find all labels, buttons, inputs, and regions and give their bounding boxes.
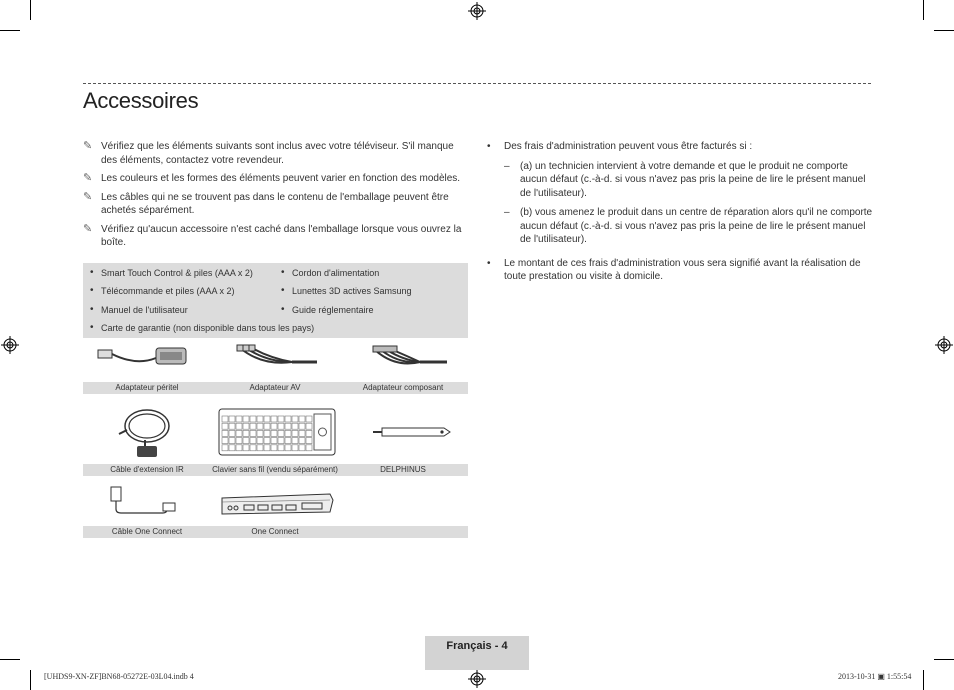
- caption-label: Adaptateur composant: [362, 383, 444, 392]
- registration-mark-icon: [468, 2, 486, 20]
- footer-file-info: [UHDS9-XN-ZF]BN68-05272E-03L04.indb 4: [44, 672, 194, 681]
- crop-mark: [0, 30, 20, 31]
- included-items-box: [83, 263, 468, 338]
- list-item: • Carte de garantie (non disponible dans tous les pays): [90, 323, 314, 333]
- note-item: ✎ Vérifiez que les éléments suivants sont inclus avec votre téléviseur. S'il manque des éléments, contactez votre revendeur.: [83, 140, 454, 166]
- one-connect-cable-illustration: [105, 485, 185, 519]
- list-item: – (a) un technicien intervient à votre demande et que le produit ne comporte aucun défaut (c.-à-d. si vous n'avez pas pris la peine de lire le présent manuel de l'utilisateur).: [504, 160, 866, 199]
- crop-mark: [934, 659, 954, 660]
- caption-label: Clavier sans fil (vendu séparément): [212, 465, 338, 474]
- page-title: Accessoires: [83, 88, 199, 113]
- caption-row: [83, 464, 468, 476]
- pencil-note-icon: ✎: [83, 140, 93, 152]
- av-adapter-illustration: [232, 344, 332, 374]
- crop-mark: [0, 659, 20, 660]
- caption-label: Câble d'extension IR: [110, 465, 184, 474]
- list-item: • Le montant de ces frais d'administration vous sera signifié avant la réalisation de toute prestation ou visite à domicile.: [487, 257, 861, 282]
- registration-mark-icon: [935, 336, 953, 354]
- section-divider: [83, 83, 871, 84]
- note-item: ✎ Les couleurs et les formes des éléments peuvent varier en fonction des modèles.: [83, 172, 461, 184]
- crop-mark: [923, 0, 924, 20]
- crop-mark: [30, 0, 31, 20]
- caption-label: Adaptateur péritel: [115, 383, 179, 392]
- delphinus-illustration: [372, 424, 452, 440]
- ir-extension-cable-illustration: [115, 404, 185, 460]
- one-connect-box-illustration: [220, 490, 335, 518]
- scart-adapter-illustration: [96, 344, 196, 374]
- caption-row: [83, 382, 468, 394]
- note-item: ✎ Les câbles qui ne se trouvent pas dans le contenu de l'emballage peuvent être achetés séparément.: [83, 190, 449, 216]
- list-item: • Télécommande et piles (AAA x 2): [90, 286, 235, 296]
- notes-list: [83, 140, 468, 255]
- page-number-badge: Français - 4: [425, 636, 529, 670]
- list-item: • Smart Touch Control & piles (AAA x 2): [90, 268, 253, 278]
- list-item: • Cordon d'alimentation: [281, 268, 379, 278]
- caption-row: [83, 526, 468, 538]
- crop-mark: [30, 670, 31, 690]
- fees-section: [487, 140, 877, 290]
- caption-label: One Connect: [251, 527, 299, 536]
- list-item: – (b) vous amenez le produit dans un centre de réparation alors qu'il ne comporte aucun défaut (c.-à-d. si vous n'avez pas pris la peine de lire le présent manuel de l'utilisateur).: [504, 207, 873, 245]
- pencil-note-icon: ✎: [83, 222, 93, 235]
- crop-mark: [923, 670, 924, 690]
- caption-label: Adaptateur AV: [249, 383, 301, 392]
- pencil-note-icon: ✎: [83, 172, 93, 184]
- registration-mark-icon: [1, 336, 19, 354]
- list-item: • Des frais d'administration peuvent vous être facturés si :: [487, 141, 753, 152]
- caption-label: Câble One Connect: [111, 527, 183, 536]
- crop-mark: [934, 30, 954, 31]
- component-adapter-illustration: [365, 344, 465, 374]
- caption-label: DELPHINUS: [380, 465, 426, 474]
- list-item: • Guide réglementaire: [281, 305, 374, 315]
- list-item: • Lunettes 3D actives Samsung: [281, 286, 412, 296]
- note-item: ✎ Vérifiez qu'aucun accessoire n'est caché dans l'emballage lorsque vous ouvrez la boîte.: [83, 222, 462, 248]
- list-item: • Manuel de l'utilisateur: [90, 305, 188, 315]
- pencil-note-icon: ✎: [83, 190, 93, 203]
- wireless-keyboard-illustration: [218, 408, 336, 456]
- registration-mark-icon: [468, 670, 486, 688]
- footer-timestamp: 2013-10-31 ▣ 1:55:54: [838, 672, 912, 681]
